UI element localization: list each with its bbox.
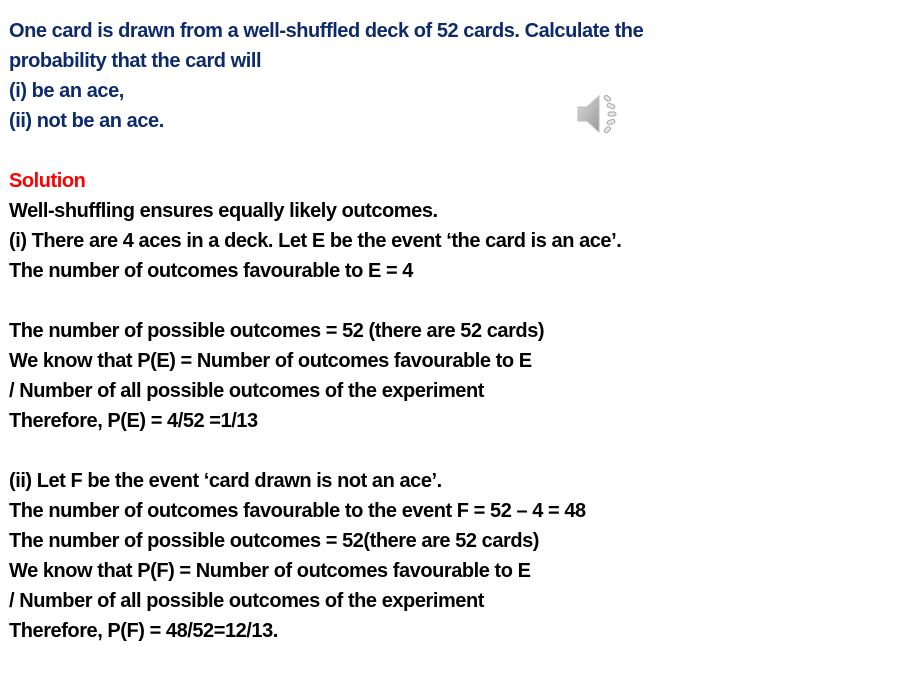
question-part-i: (i) be an ace, xyxy=(9,80,124,102)
solution-part-ii-line-1: (ii) Let F be the event ‘card drawn is not an ace’. xyxy=(9,470,442,492)
solution-heading: Solution xyxy=(9,170,86,192)
solution-part-ii-line-5: / Number of all possible outcomes of the experiment xyxy=(9,590,484,612)
speaker-icon[interactable] xyxy=(574,90,630,138)
solution-part-i-line-1: (i) There are 4 aces in a deck. Let E be the event ‘the card is an ace’. xyxy=(9,230,622,252)
solution-part-i-result: Therefore, P(E) = 4/52 =1/13 xyxy=(9,410,258,432)
slide-text-body xyxy=(9,16,869,646)
solution-part-ii-line-4: We know that P(F) = Number of outcomes favourable to E xyxy=(9,560,531,582)
spacer xyxy=(9,436,869,466)
solution-part-i-line-3: The number of possible outcomes = 52 (there are 52 cards) xyxy=(9,320,545,342)
question-line-2: probability that the card will xyxy=(9,50,262,72)
solution-part-i-line-2: The number of outcomes favourable to E = 4 xyxy=(9,260,413,282)
solution-part-ii-line-2: The number of outcomes favourable to the event F = 52 – 4 = 48 xyxy=(9,500,586,522)
spacer xyxy=(9,286,869,316)
spacer xyxy=(9,136,869,166)
question-part-ii: (ii) not be an ace. xyxy=(9,110,164,132)
solution-part-i-line-5: / Number of all possible outcomes of the experiment xyxy=(9,380,484,402)
solution-intro: Well-shuffling ensures equally likely outcomes. xyxy=(9,200,438,222)
solution-part-ii-result: Therefore, P(F) = 48/52=12/13. xyxy=(9,620,278,642)
question-line-1: One card is drawn from a well-shuffled deck of 52 cards. Calculate the xyxy=(9,20,644,42)
solution-part-i-line-4: We know that P(E) = Number of outcomes favourable to E xyxy=(9,350,532,372)
solution-part-ii-line-3: The number of possible outcomes = 52(there are 52 cards) xyxy=(9,530,539,552)
